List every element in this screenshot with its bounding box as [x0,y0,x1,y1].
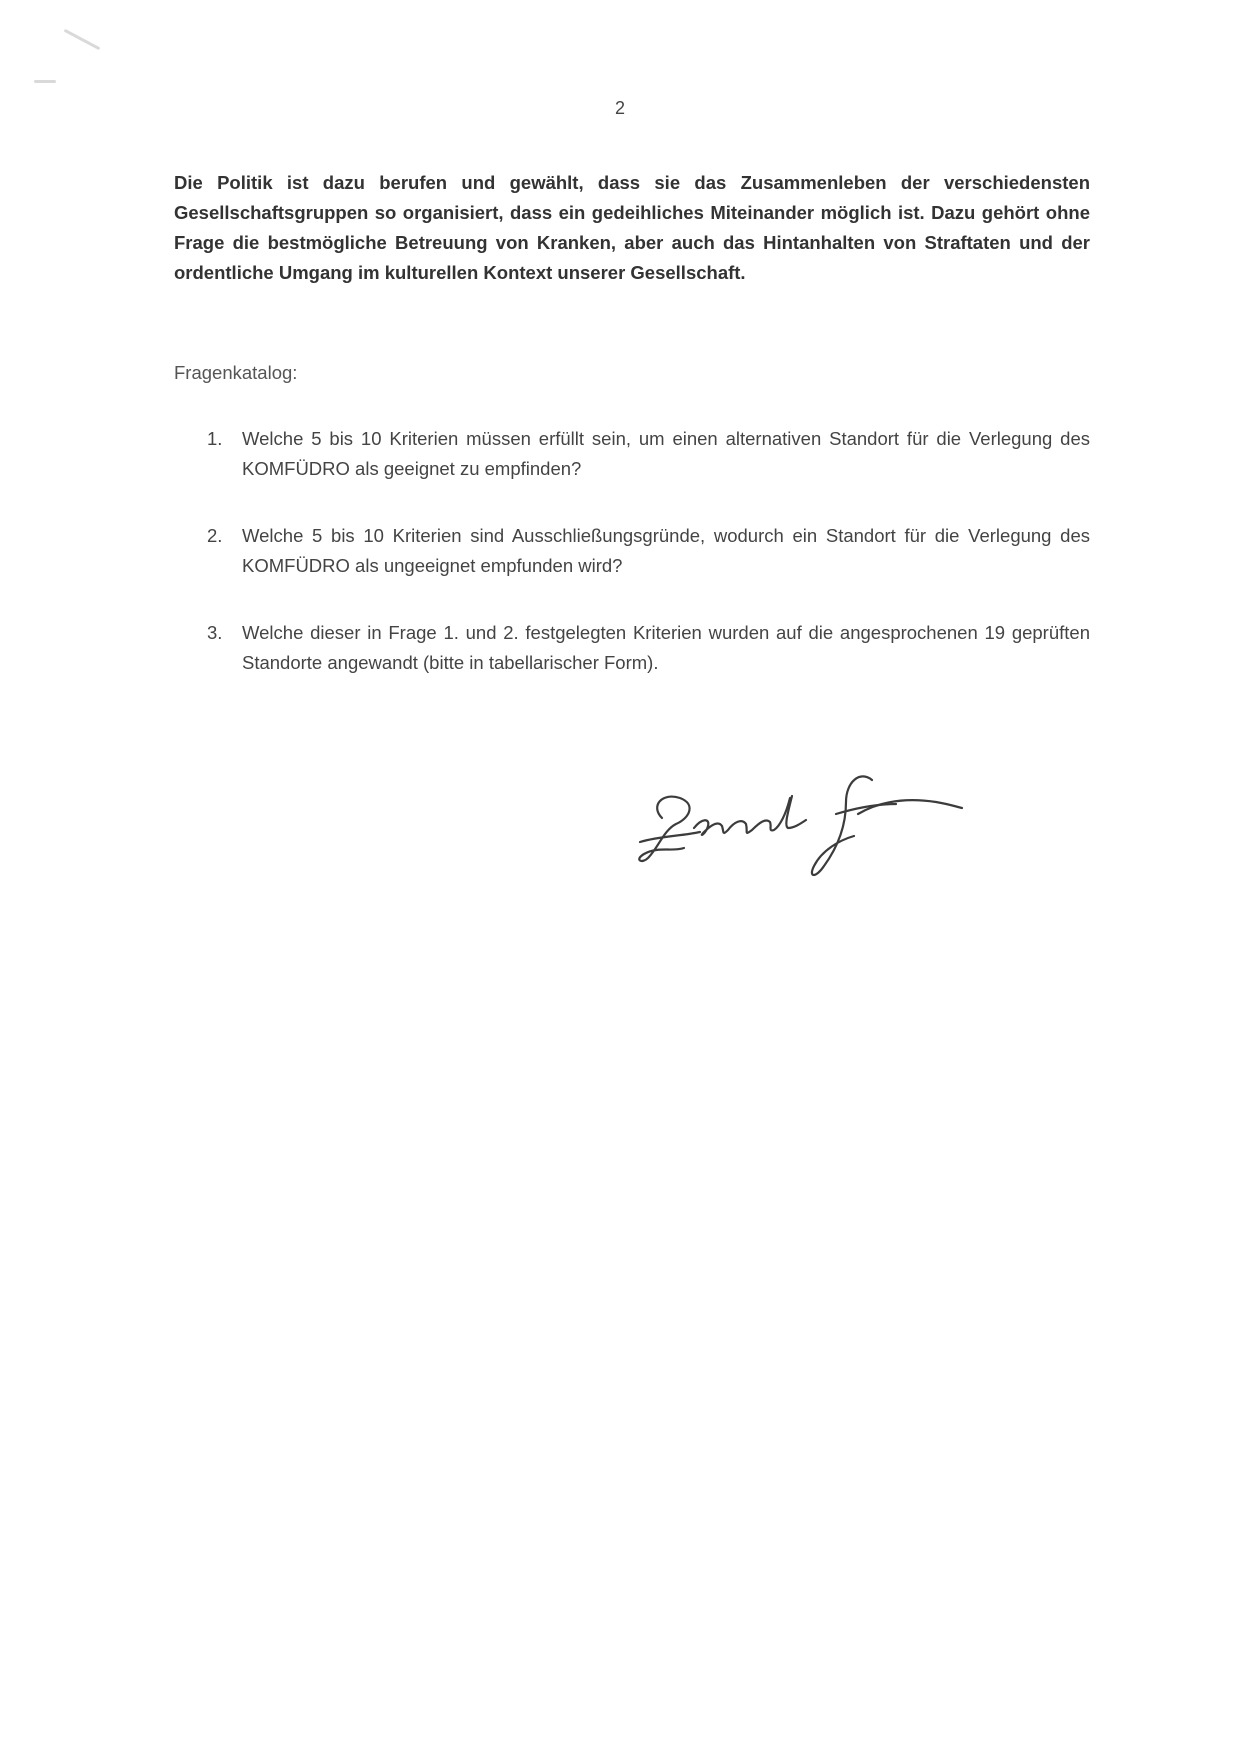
question-item [174,521,1090,581]
signature-stroke [639,797,689,861]
question-number: 3. [207,622,223,643]
question-text: Welche dieser in Frage 1. und 2. festgelegten Kriterien wurden auf die angesprochenen 19 geprüften Standorte angewandt (bitte in tabellarischer Form). [242,622,1090,673]
handwritten-signature [610,756,1010,886]
question-number: 2. [207,525,223,546]
question-text: Welche 5 bis 10 Kriterien müssen erfüllt sein, um einen alternativen Standort für die Verlegung des KOMFÜDRO als geeignet zu empfinden? [242,428,1090,479]
question-item [174,618,1090,678]
scan-artifact [64,29,101,50]
signature-stroke [858,800,962,814]
page-number: 2 [614,98,625,118]
signature-stroke [640,832,700,842]
signature-stroke [812,776,872,875]
question-text: Welche 5 bis 10 Kriterien sind Ausschließungsgründe, wodurch ein Standort für die Verlegung des KOMFÜDRO als ungeeignet empfunden wird? [242,525,1090,576]
signature-stroke [694,798,790,835]
question-item [174,424,1090,484]
intro-paragraph: Die Politik ist dazu berufen und gewählt, dass sie das Zusammenleben der verschiedensten Gesellschaftsgruppen so organisiert, dass ein gedeihliches Miteinander möglich ist. Dazu gehört ohne Frage die bestmögliche Betreuung von Kranken, aber auch das Hintanhalten von Straftaten und der ordentliche Umgang im kulturellen Kontext unserer Gesellschaft. [174,172,1090,283]
question-list [174,424,1090,715]
scan-artifact [34,80,56,83]
question-number: 1. [207,428,223,449]
catalog-heading: Fragenkatalog: [174,362,298,383]
